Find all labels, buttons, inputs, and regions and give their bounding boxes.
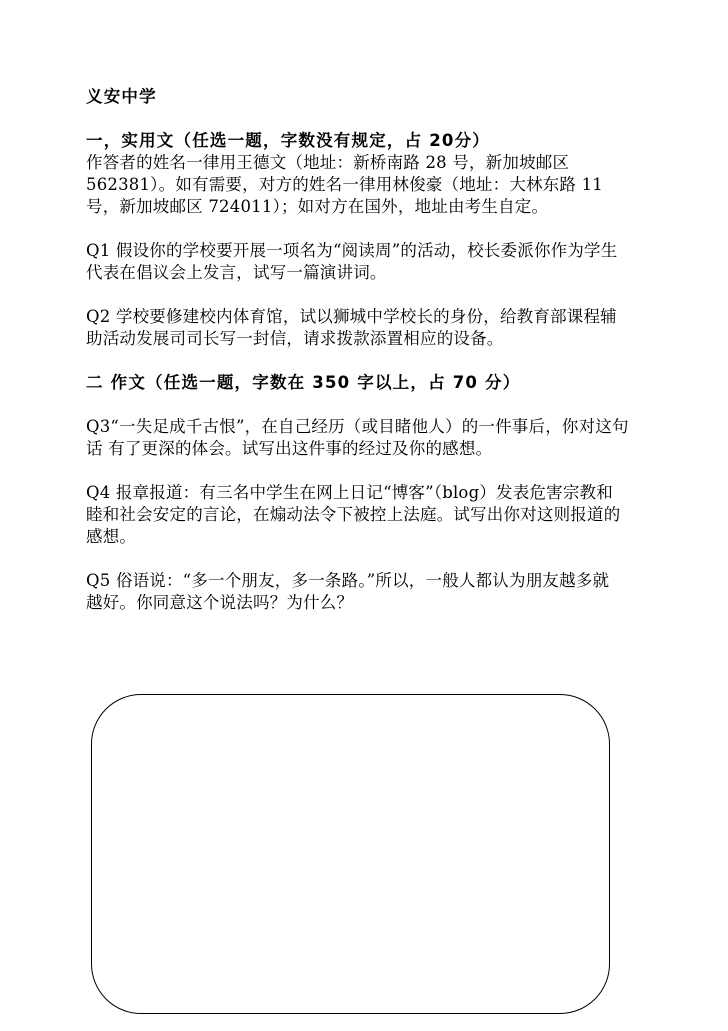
exam-page bbox=[86, 86, 646, 614]
question-5-line: Q5 俗语说：“多一个朋友，多一条路。”所以，一般人都认为朋友越多就 bbox=[86, 571, 610, 590]
answer-box bbox=[91, 694, 610, 1014]
spacer bbox=[86, 108, 646, 130]
section1-instruction-line: 562381）。如有需要，对方的姓名一律用林俊豪（地址：大林东路 11 bbox=[86, 175, 603, 194]
spacer bbox=[86, 284, 646, 306]
question-1-line: Q1 假设你的学校要开展一项名为“阅读周”的活动，校长委派你作为学生 bbox=[86, 241, 618, 260]
spacer bbox=[86, 218, 646, 240]
spacer bbox=[86, 394, 646, 416]
spacer bbox=[86, 350, 646, 372]
question-2-line: 助活动发展司司长写一封信，请求拨款添置相应的设备。 bbox=[86, 329, 504, 348]
school-name: 义安中学 bbox=[86, 87, 157, 106]
question-4-line: 感想。 bbox=[86, 527, 137, 546]
spacer bbox=[86, 548, 646, 570]
question-1-line: 代表在倡议会上发言，试写一篇演讲词。 bbox=[86, 263, 387, 282]
section1-instruction-line: 号，新加坡邮区 724011）；如对方在国外，地址由考生自定。 bbox=[86, 197, 549, 216]
spacer bbox=[86, 460, 646, 482]
section1-instruction-line: 作答者的姓名一律用王德文（地址：新桥南路 28 号，新加坡邮区 bbox=[86, 153, 570, 172]
question-2-line: Q2 学校要修建校内体育馆，试以狮城中学校长的身份，给教育部课程辅 bbox=[86, 307, 617, 326]
question-3-line: 话 有了更深的体会。试写出这件事的经过及你的感想。 bbox=[86, 439, 493, 458]
question-4-line: Q4 报章报道：有三名中学生在网上日记“博客”（blog）发表危害宗教和 bbox=[86, 483, 613, 502]
section1-heading: 一，实用文（任选一题，字数没有规定，占 20分） bbox=[86, 131, 491, 150]
section2-heading: 二 作文（任选一题，字数在 350 字以上，占 70 分） bbox=[86, 373, 521, 392]
question-3-line: Q3“一失足成千古恨”，在自己经历（或目睹他人）的一件事后，你对这句 bbox=[86, 417, 629, 436]
question-4-line: 睦和社会安定的言论，在煽动法令下被控上法庭。试写出你对这则报道的 bbox=[86, 505, 621, 524]
question-5-line: 越好。你同意这个说法吗？为什么？ bbox=[86, 593, 354, 612]
